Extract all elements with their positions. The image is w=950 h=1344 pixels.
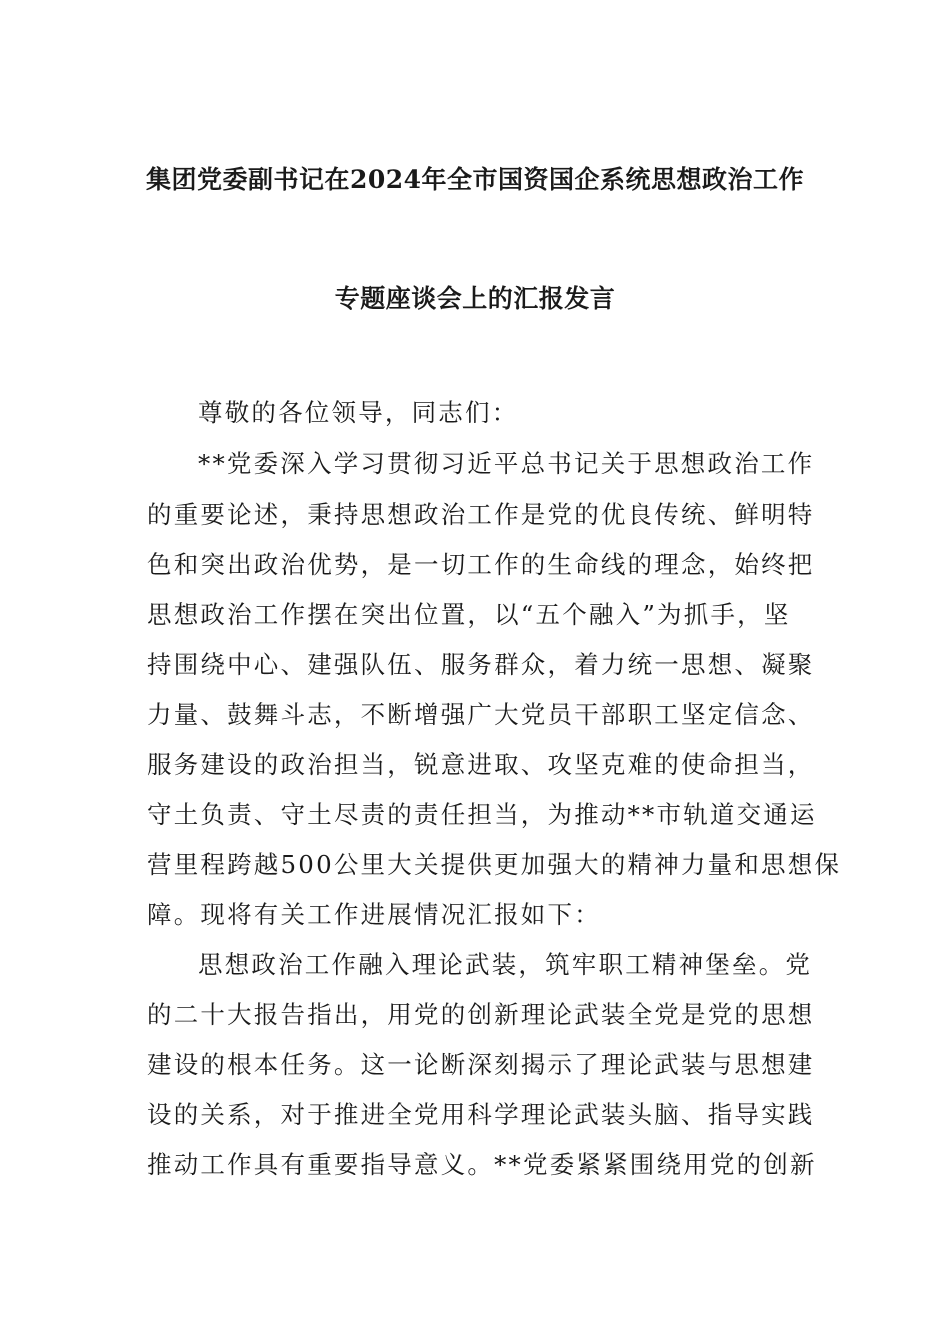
paragraph-line: 守土负责、守土尽责的责任担当，为推动**市轨道交通运 (147, 800, 817, 829)
paragraph-line: 的二十大报告指出，用党的创新理论武装全党是党的思想 (147, 1000, 815, 1029)
paragraph-line: 持围绕中心、建强队伍、服务群众，着力统一思想、凝聚 (147, 650, 815, 679)
paragraph-line: 建设的根本任务。这一论断深刻揭示了理论武装与思想建 (147, 1050, 815, 1079)
paragraph-line: 思想政治工作摆在突出位置，以“五个融入”为抓手，坚 (147, 600, 791, 629)
paragraph-line: 推动工作具有重要指导意义。**党委紧紧围绕用党的创新 (147, 1150, 817, 1179)
paragraph-line: 服务建设的政治担当，锐意进取、攻坚克难的使命担当， (147, 750, 815, 779)
paragraph-line: 的重要论述，秉持思想政治工作是党的优良传统、鲜明特 (147, 500, 815, 529)
paragraph-line: **党委深入学习贯彻习近平总书记关于思想政治工作 (198, 449, 815, 478)
salutation-line: 尊敬的各位领导，同志们： (198, 398, 519, 427)
document-title-line-1: 集团党委副书记在2024年全市国资国企系统思想政治工作 (145, 165, 805, 194)
paragraph-line: 营里程跨越500公里大关提供更加强大的精神力量和思想保 (147, 850, 842, 879)
paragraph-line: 障。现将有关工作进展情况汇报如下： (147, 900, 601, 929)
paragraph-line: 力量、鼓舞斗志，不断增强广大党员干部职工坚定信念、 (147, 700, 815, 729)
document-title-line-2: 专题座谈会上的汇报发言 (334, 284, 616, 313)
paragraph-line: 设的关系，对于推进全党用科学理论武装头脑、指导实践 (147, 1100, 815, 1129)
paragraph-line: 色和突出政治优势，是一切工作的生命线的理念，始终把 (147, 550, 815, 579)
paragraph-line: 思想政治工作融入理论武装，筑牢职工精神堡垒。党 (198, 950, 813, 979)
